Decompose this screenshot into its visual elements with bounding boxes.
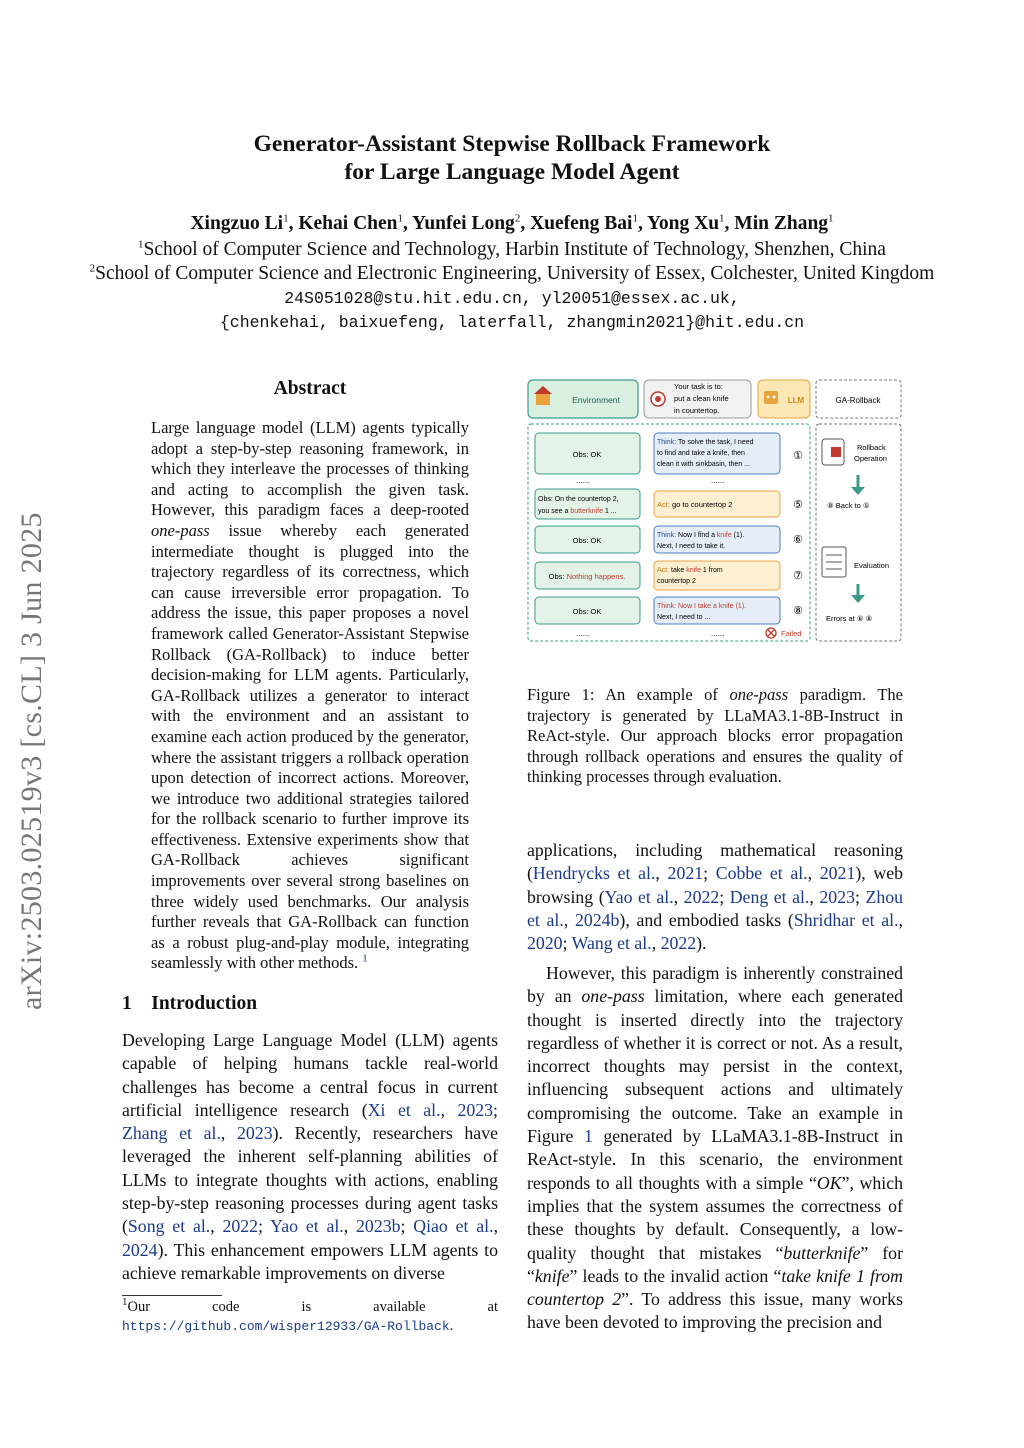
author-affil-mark: 1 <box>283 212 289 225</box>
obs-text: Obs: OK <box>572 607 602 616</box>
act-text: Act: go to countertop 2 <box>657 500 733 509</box>
author-name: Min Zhang <box>734 213 829 234</box>
intro-paragraph-3: However, this paradigm is inherently constrained by an one-pass limitation, where each generated thought is inserted directly into the trajectory regardless of whether it is correct or not. As a result, incorrect thoughts may persist in the context, influencing subsequent actions and ultimately compromising the outcome. Take an example in Figure 1 generated by LLaMA3.1-8B-Instruct in ReAct-style. In this scenario, the environment responds to all thoughts with a simple “OK”, which implies that the system assumes the correctness of these thoughts by default. Consequently, a low-quality thought that mistakes “butterknife” for “knife” leads to the invalid action “take knife 1 from countertop 2”. To address this issue, many works have been devoted to improving the precision and <box>527 963 903 1333</box>
task-line: Your task is to: <box>674 382 723 391</box>
title-line-1: Generator-Assistant Stepwise Rollback Framework <box>253 131 771 157</box>
evaluation-label: Evaluation <box>854 561 890 570</box>
footnote-mark[interactable]: 1 <box>362 952 368 965</box>
figure-ref-link[interactable]: 1 <box>583 1126 593 1147</box>
section-heading: 1 Introduction <box>122 993 258 1014</box>
ellipsis: ...... <box>576 476 590 485</box>
llm-label: LLM <box>787 396 805 405</box>
title-line-2: for Large Language Model Agent <box>344 159 680 185</box>
citation-link[interactable]: 2023 <box>237 1123 273 1144</box>
author-affil-mark: 1 <box>632 212 638 225</box>
think-text: clean it with sinkbasin, then ... <box>657 461 750 468</box>
step-number: ⑥ <box>793 534 803 546</box>
intro-paragraph-2-continued: applications, including mathematical reasoning (Hendrycks et al., 2021; Cobbe et al., 2021), web browsing (Yao et al., 2022; Deng et al., 2023; Zhou et al., 2024b), and embodied tasks (Shridhar et al., 2020; Wang et al., 2022). <box>527 840 903 954</box>
citation-link[interactable]: 2023 <box>819 886 855 907</box>
checklist-icon <box>822 547 846 577</box>
think-text: to find and take a knife, then <box>657 450 745 457</box>
citation-link[interactable]: 2020 <box>527 933 563 954</box>
citation-link[interactable]: 2023b <box>356 1216 401 1237</box>
step-number: ① <box>793 450 803 462</box>
rollback-label: Rollback <box>857 443 886 452</box>
author-name: Xingzuo Li <box>190 213 284 234</box>
think-text: Think: Now I take a knife (1). <box>657 603 747 610</box>
emails-line-1: 24S051028@stu.hit.edu.cn, yl20051@essex.ac.uk, <box>284 289 740 308</box>
environment-label: Environment <box>572 395 620 405</box>
task-line: put a clean knife <box>674 394 729 403</box>
step-number: ⑧ <box>793 605 803 617</box>
rollback-label: Operation <box>854 454 887 463</box>
author-name: Xuefeng Bai <box>530 213 633 234</box>
errors-at-label: Errors at ⑥ ⑧ <box>826 614 873 623</box>
citation-link[interactable]: Shridhar et al. <box>793 909 899 930</box>
author-affil-mark: 2 <box>514 212 521 225</box>
author-affil-mark: 1 <box>719 212 725 225</box>
ellipsis: ...... <box>711 476 725 485</box>
think-text: Think: To solve the task, I need <box>657 439 754 446</box>
target-icon <box>651 392 665 406</box>
citation-link[interactable]: Xi et al. <box>367 1099 441 1120</box>
citation-link[interactable]: Yao et al. <box>270 1216 344 1237</box>
emails-line-2: {chenkehai, baixuefeng, laterfall, zhangmin2021}@hit.edu.cn <box>219 313 805 332</box>
citation-link[interactable]: 2021 <box>819 863 856 884</box>
obs-text: Obs: On the countertop 2, <box>538 496 619 503</box>
author-affil-mark: 1 <box>397 212 403 225</box>
act-text: Act: take knife 1 from <box>657 567 723 574</box>
citation-link[interactable]: 2021 <box>667 863 704 884</box>
citation-link[interactable]: Yao et al. <box>604 886 674 907</box>
obs-text: Obs: OK <box>572 536 602 545</box>
act-box <box>654 561 780 590</box>
citation-link[interactable]: 2022 <box>222 1216 259 1237</box>
figure-caption: Figure 1: An example of one-pass paradigm. The trajectory is generated by LLaMA3.1-8B-Instruct in ReAct-style. Our approach blocks error propagation through rollback operations and ensures the quality of thinking processes through evaluation. <box>527 685 903 787</box>
citation-link[interactable]: Cobbe et al. <box>715 863 808 884</box>
robot-icon <box>764 391 778 404</box>
figure-1 <box>526 377 904 643</box>
citation-link[interactable]: 2022 <box>683 886 720 907</box>
ellipsis: ...... <box>711 629 725 638</box>
affiliation-2: $^2$School of Computer Science and Electronic Engineering, University of Essex, Colchester, United Kingdom <box>89 262 935 284</box>
step-number: ⑤ <box>793 499 803 511</box>
think-text: Think: Now I find a knife (1). <box>657 532 745 539</box>
code-url-link[interactable]: https://github.com/wisper12933/GA-Rollback <box>122 1319 450 1334</box>
ga-rollback-label: GA-Rollback <box>835 396 881 405</box>
footnote-rule <box>122 1295 222 1296</box>
author-name: Yong Xu <box>646 213 720 234</box>
citation-link[interactable]: 2024 <box>122 1239 158 1260</box>
act-text: countertop 2 <box>657 578 696 585</box>
citation-link[interactable]: Wang et al. <box>571 933 652 954</box>
abstract-text: Large language model (LLM) agents typically adopt a step-by-step reasoning framework, in which they interleave the processes of thinking and acting to accomplish the given task. However, this paradigm faces a deep-rooted one-pass issue whereby each generated intermediate thought is plugged into the trajectory regardless of its correctness, which can cause irreversible error propagation. To address the issue, this paper proposes a novel framework called Generator-Assistant Stepwise Rollback (GA-Rollback) to induce better decision-making for LLM agents. Particularly, GA-Rollback utilizes a generator to interact with the environment and an assistant to examine each action produced by the generator, where the assistant triggers a rollback operation upon detection of incorrect actions. Moreover, we introduce two additional strategies tailored for the rollback scenario to further improve its effectiveness. Extensive experiments show that GA-Rollback achieves significant improvements over several strong baselines on three widely used benchmarks. Our analysis further reveals that GA-Rollback can function as a robust plug-and-play module, integrating seamlessly with other methods. $^1$ <box>151 418 469 973</box>
footnote: $^1$Our code is available at https://github.com/wisper12933/GA-Rollback. <box>122 1296 498 1334</box>
author-name: Yunfei Long <box>412 213 515 234</box>
citation-link[interactable]: Deng et al. <box>729 886 810 907</box>
author-name: Kehai Chen <box>298 213 398 234</box>
failed-label: Failed <box>781 629 802 638</box>
arxiv-stamp: arXiv:2503.02519v3 [cs.CL] 3 Jun 2025 <box>15 512 48 1010</box>
obs-text: Obs: OK <box>572 450 602 459</box>
citation-link[interactable]: Zhang et al. <box>122 1123 221 1144</box>
citation-link[interactable]: Qiao et al. <box>413 1216 494 1237</box>
abstract-heading: Abstract <box>273 378 347 399</box>
citation-link[interactable]: 2024b <box>574 909 620 930</box>
author-list: Xingzuo Li$^1$, Kehai Chen$^1$, Yunfei Long$^2$, Xuefeng Bai$^1$, Yong Xu$^1$, Min Zhang$^1$ <box>190 212 834 234</box>
obs-text: you see a butterknife 1 ... <box>538 508 617 515</box>
citation-link[interactable]: Song et al. <box>127 1216 211 1237</box>
task-line: in countertop. <box>674 406 720 415</box>
think-text: Next, I need to take it. <box>657 543 726 550</box>
rollback-icon <box>822 439 844 465</box>
intro-paragraph-1: Developing Large Language Model (LLM) agents capable of helping humans tackle real-world challenges has become a central focus in current artificial intelligence research (Xi et al., 2023; Zhang et al., 2023). Recently, researchers have leveraged the inherent self-planning abilities of LLMs to integrate thoughts with actions, enabling step-by-step reasoning processes during agent tasks (Song et al., 2022; Yao et al., 2023b; Qiao et al., 2024). This enhancement empowers LLM agents to achieve remarkable improvements on diverse <box>122 1030 499 1283</box>
author-affil-mark: 1 <box>828 212 834 225</box>
step-number: ⑦ <box>793 570 803 582</box>
paper-title <box>0 130 1024 186</box>
citation-link[interactable]: Hendrycks et al. <box>532 863 656 884</box>
citation-link[interactable]: 2022 <box>660 933 697 954</box>
ellipsis: ...... <box>576 629 590 638</box>
back-to-label: ⑧ Back to ⑤ <box>827 501 870 510</box>
obs-text: Obs: Nothing happens. <box>548 572 626 581</box>
affiliation-1: $^1$School of Computer Science and Technology, Harbin Institute of Technology, Shenzhen, China <box>138 238 886 260</box>
think-text: Next, I need to ... <box>657 614 711 621</box>
citation-link[interactable]: 2023 <box>457 1099 494 1120</box>
citation-link[interactable]: Zhou et al. <box>527 886 903 930</box>
